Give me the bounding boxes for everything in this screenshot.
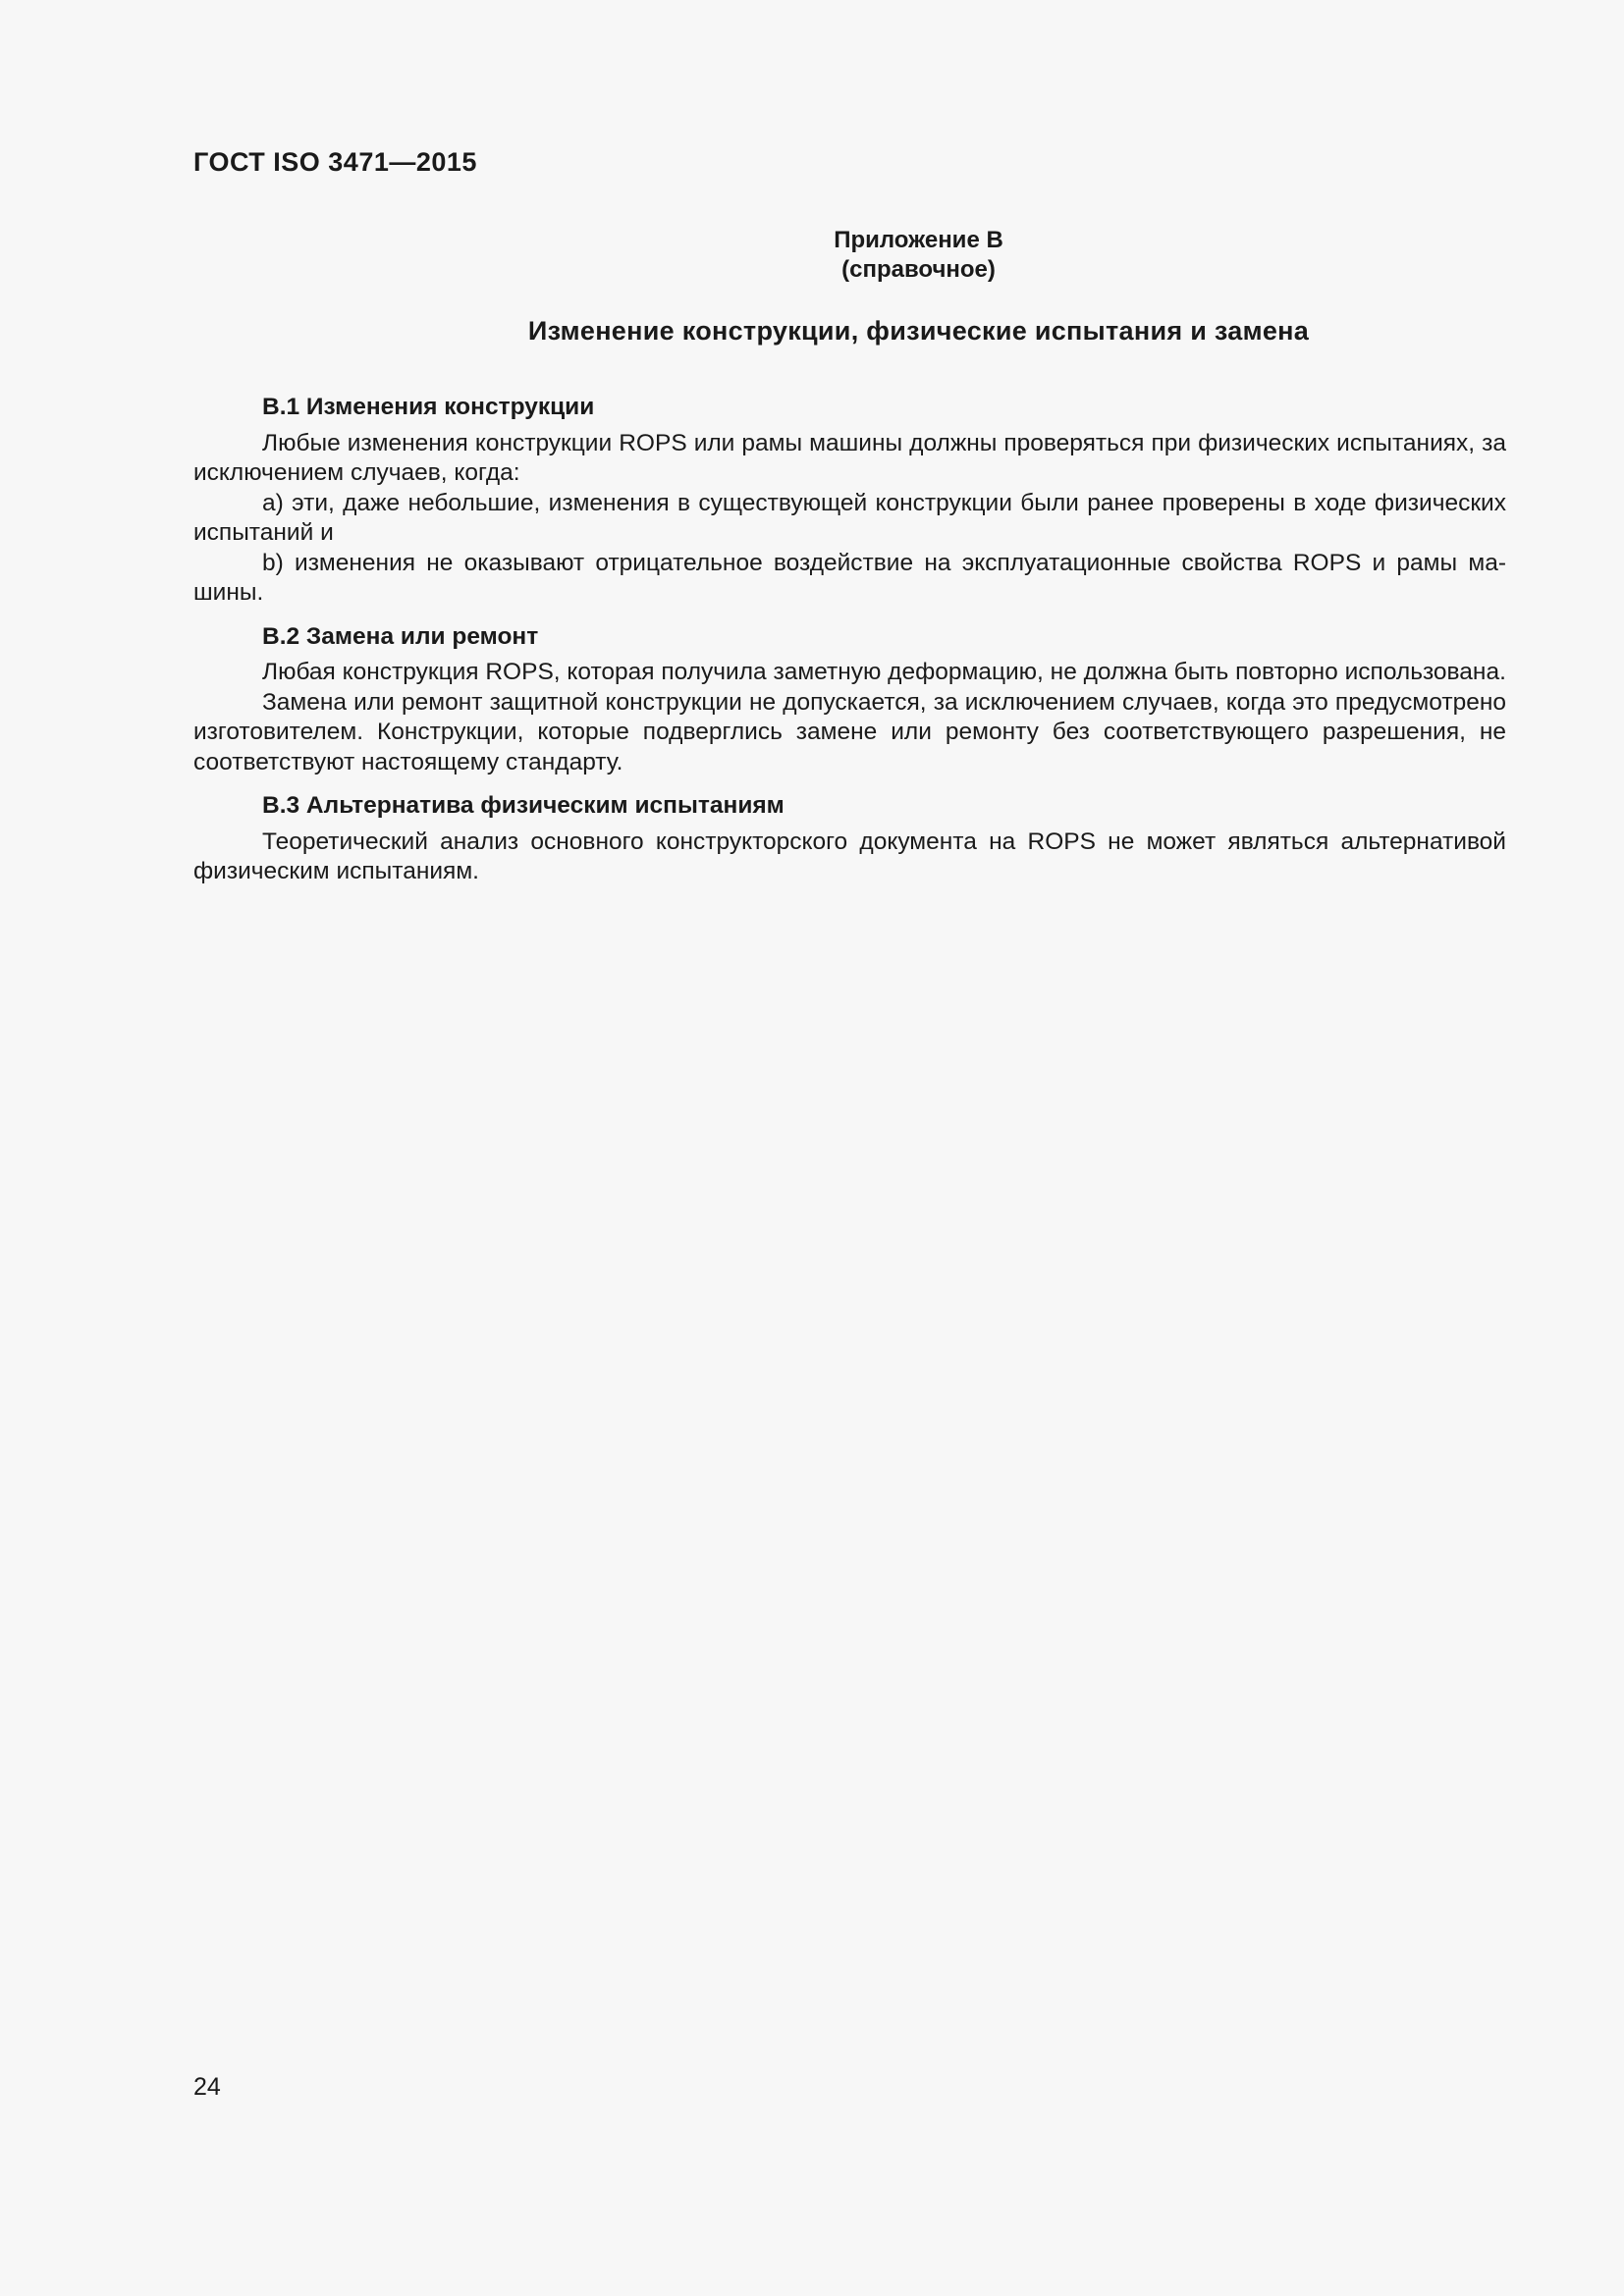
section-title: B.1 Изменения конструкции <box>262 394 595 420</box>
section-b1 <box>193 393 1506 609</box>
annex-title: Приложение B <box>834 227 1003 253</box>
document-body <box>193 393 1506 901</box>
paragraph: Замена или ремонт защитной конструкции не допускается, за исключением случаев, когда это предусмотрено изготовителем. Конструкции, которые подверглись замене или ремонту без соответствующего разрешения, не соответствуют настоящему стандарту. <box>193 688 1506 775</box>
annex-heading: Изменение конструкции, физические испытания и замена <box>527 316 1310 346</box>
section-b2 <box>193 622 1506 778</box>
paragraph: Теоретический анализ основного конструкторского документа на ROPS не может являться альтернативой физическим испытаниям. <box>193 828 1506 884</box>
page-number: 24 <box>193 2073 221 2101</box>
annex-subtitle: (справочное) <box>841 256 996 283</box>
document-standard-id: ГОСТ ISO 3471—2015 <box>193 147 477 177</box>
paragraph: Любая конструкция ROPS, которая получила заметную деформацию, не должна быть повторно использована. <box>262 659 1506 685</box>
list-item: b) изменения не оказывают отрицательное воздействие на эксплуатационные свойства ROPS и рамы машины. <box>193 549 1506 606</box>
list-item: a) эти, даже небольшие, изменения в существующей конструкции были ранее проверены в ходе физических испытаний и <box>193 489 1506 546</box>
section-title: B.3 Альтернатива физическим испытаниям <box>262 792 785 819</box>
section-title: B.2 Замена или ремонт <box>262 622 539 650</box>
section-b3 <box>193 791 1506 887</box>
annex-label <box>193 226 1506 285</box>
paragraph: Любые изменения конструкции ROPS или рамы машины должны проверяться при физических испытаниях, за исключением случаев, когда: <box>193 429 1506 486</box>
